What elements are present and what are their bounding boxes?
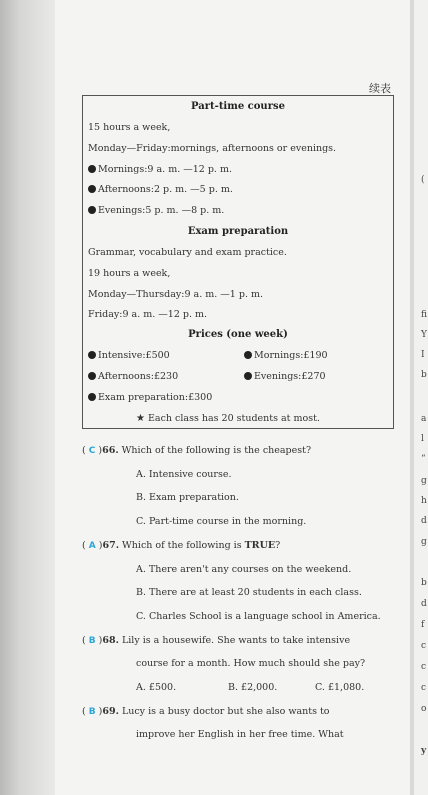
box-line: 19 hours a week, xyxy=(88,268,171,279)
box-line: Monday—Friday:mornings, afternoons or evenings. xyxy=(88,143,337,154)
next-page-strip xyxy=(414,0,428,795)
bullet-icon xyxy=(244,372,252,380)
option-66c: C. Part-time course in the morning. xyxy=(136,516,307,527)
question-67: ( A )67. Which of the following is TRUE? xyxy=(82,540,281,551)
cutoff-char: b xyxy=(421,370,427,380)
question-69: ( B )69. Lucy is a busy doctor but she also wants to xyxy=(82,706,330,717)
bullet-icon xyxy=(88,393,96,401)
option-67c: C. Charles School is a language school in America. xyxy=(136,611,381,622)
box-line: Monday—Thursday:9 a. m. —1 p. m. xyxy=(88,289,264,300)
cutoff-char: f xyxy=(421,620,425,630)
question-68-line2: course for a month. How much should she pay? xyxy=(136,658,366,669)
cutoff-char: d xyxy=(421,599,427,609)
question-66: ( C )66. Which of the following is the cheapest? xyxy=(82,445,312,456)
question-69-line2: improve her English in her free time. What xyxy=(136,729,344,740)
star-icon: ★ xyxy=(136,413,145,424)
option-67b: B. There are at least 20 students in each class. xyxy=(136,587,362,598)
box-line: Grammar, vocabulary and exam practice. xyxy=(88,247,287,258)
option-66b: B. Exam preparation. xyxy=(136,492,239,503)
box-line: Evenings:5 p. m. —8 p. m. xyxy=(88,205,224,216)
continued-table-label: 续表 xyxy=(369,82,391,95)
cutoff-char: “ xyxy=(421,454,426,464)
option-68c: C. £1,080. xyxy=(315,682,365,693)
cutoff-char: Y xyxy=(421,330,427,340)
cutoff-char: c xyxy=(421,641,427,651)
option-68b: B. £2,000. xyxy=(228,682,278,693)
class-size-note: ★ Each class has 20 students at most. xyxy=(136,413,320,424)
answer-68: B xyxy=(88,636,96,646)
cutoff-char: I xyxy=(421,350,425,360)
question-68: ( B )68. Lily is a housewife. She wants to take intensive xyxy=(82,635,351,646)
cutoff-char: c xyxy=(421,662,427,672)
box-line: Friday:9 a. m. —12 p. m. xyxy=(88,309,208,320)
price-item: Intensive:£500 xyxy=(88,350,170,361)
option-68a: A. £500. xyxy=(136,682,177,693)
cutoff-char: ( xyxy=(421,175,425,185)
cutoff-char: g xyxy=(421,476,427,486)
cutoff-char: a xyxy=(421,414,427,424)
answer-66: C xyxy=(88,446,96,456)
cutoff-char: d xyxy=(421,516,427,526)
cutoff-char: g xyxy=(421,537,427,547)
bullet-icon xyxy=(244,351,252,359)
cutoff-char: c xyxy=(421,683,427,693)
cutoff-char: o xyxy=(421,704,427,714)
book-spine-shadow xyxy=(0,0,58,795)
box-line: Afternoons:2 p. m. —5 p. m. xyxy=(88,184,233,195)
answer-67: A xyxy=(88,541,96,551)
cutoff-char: fi xyxy=(421,310,428,320)
option-66a: A. Intensive course. xyxy=(136,469,232,480)
bullet-icon xyxy=(88,185,96,193)
option-67a: A. There aren't any courses on the weekend. xyxy=(136,564,352,575)
cutoff-char: l xyxy=(421,434,424,444)
cutoff-char: b xyxy=(421,578,427,588)
box-line: Mornings:9 a. m. —12 p. m. xyxy=(88,164,232,175)
section-title-prices: Prices (one week) xyxy=(188,329,288,340)
price-item: Mornings:£190 xyxy=(244,350,328,361)
answer-69: B xyxy=(88,707,96,717)
price-item: Evenings:£270 xyxy=(244,371,326,382)
price-item: Exam preparation:£300 xyxy=(88,392,212,403)
cutoff-char: h xyxy=(421,496,427,506)
bullet-icon xyxy=(88,372,96,380)
section-title-exam: Exam preparation xyxy=(187,226,289,237)
price-item: Afternoons:£230 xyxy=(88,371,178,382)
cutoff-char: y xyxy=(421,746,427,756)
bullet-icon xyxy=(88,206,96,214)
box-line: 15 hours a week, xyxy=(88,122,171,133)
bullet-icon xyxy=(88,165,96,173)
bullet-icon xyxy=(88,351,96,359)
section-title-part-time: Part-time course xyxy=(191,101,285,112)
